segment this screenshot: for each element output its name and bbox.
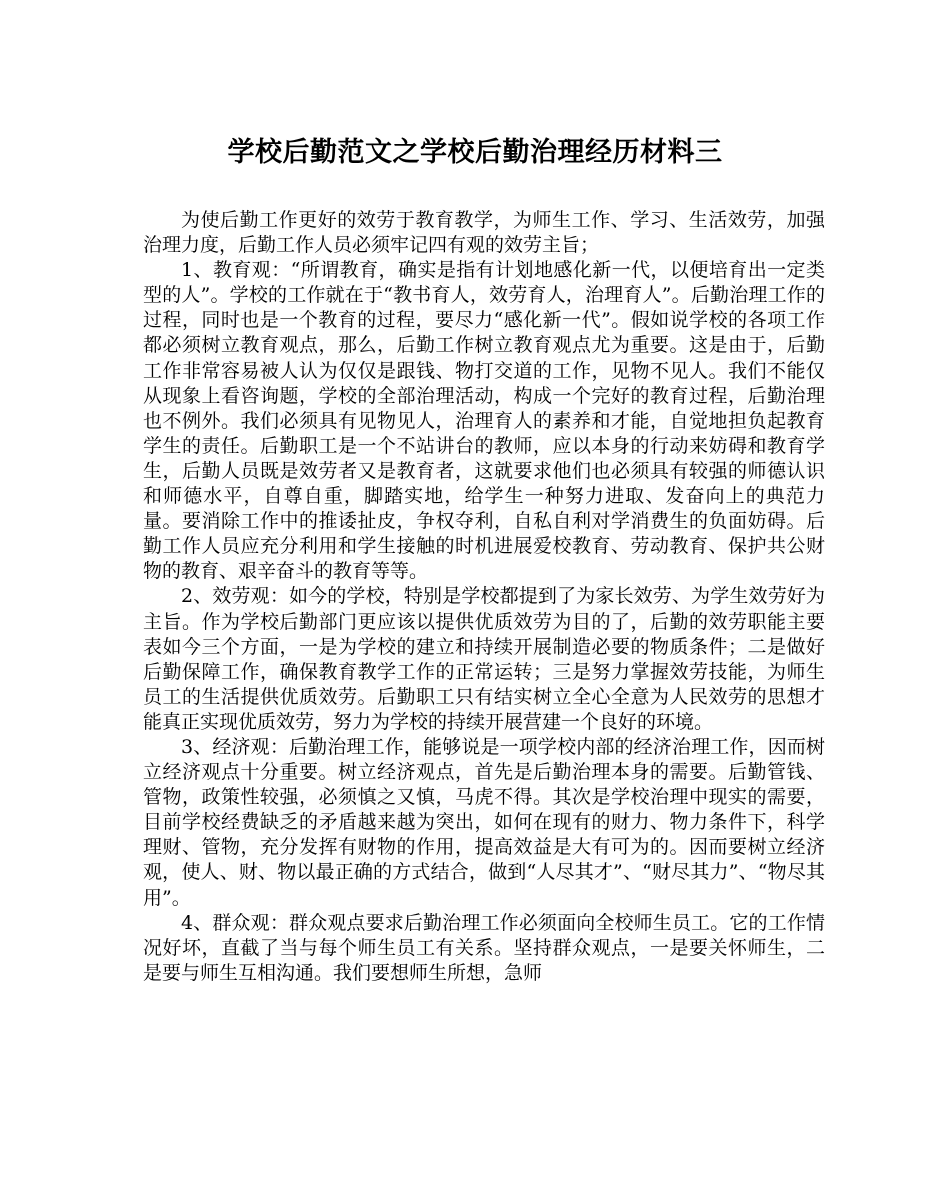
paragraph-intro: 为使后勤工作更好的效劳于教育教学，为师生工作、学习、生活效劳，加强治理力度，后勤工作人员必须牢记四有观的效劳主旨；	[143, 209, 825, 257]
document-body	[143, 208, 825, 986]
paragraph-mass-view: 4、群众观：群众观点要求后勤治理工作必须面向全校师生员工。它的工作情况好坏，直截了当与每个师生员工有关系。坚持群众观点，一是要关怀师生，二是要与师生互相沟通。我们要想师生所想，急师	[143, 911, 825, 984]
document-title: 学校后勤范文之学校后勤治理经历材料三	[227, 137, 723, 168]
paragraph-service-view: 2、效劳观：如今的学校，特别是学校都提到了为家长效劳、为学生效劳好为主旨。作为学校后勤部门更应该以提供优质效劳为目的了，后勤的效劳职能主要表如今三个方面，一是为学校的建立和持续开展制造必要的物质条件；二是做好后勤保障工作，确保教育教学工作的正常运转；三是努力掌握效劳技能，为师生员工的生活提供优质效劳。后勤职工只有结实树立全心全意为人民效劳的思想才能真正实现优质效劳，努力为学校的持续开展营建一个良好的环境。	[143, 585, 825, 733]
paragraph-economic-view: 3、经济观：后勤治理工作，能够说是一项学校内部的经济治理工作，因而树立经济观点十分重要。树立经济观点，首先是后勤治理本身的需要。后勤管钱、管物，政策性较强，必须慎之又慎，马虎不得。其次是学校治理中现实的需要，目前学校经费缺乏的矛盾越来越为突出，如何在现有的财力、物力条件下，科学理财、管物，充分发挥有财物的作用，提高效益是大有可为的。因而要树立经济观，使人、财、物以最正确的方式结合，做到“人尽其才”、“财尽其力”、“物尽其用”。	[143, 735, 825, 909]
paragraph-education-view: 1、教育观：“所谓教育，确实是指有计划地感化新一代，以便培育出一定类型的人”。学校的工作就在于“教书育人，效劳育人，治理育人”。后勤治理工作的过程，同时也是一个教育的过程，要尽力“感化新一代”。假如说学校的各项工作都必须树立教育观点，那么，后勤工作树立教育观点尤为重要。这是由于，后勤工作非常容易被人认为仅仅是跟钱、物打交道的工作，见物不见人。我们不能仅从现象上看咨询题，学校的全部治理活动，构成一个完好的教育过程，后勤治理也不例外。我们必须具有见物见人，治理育人的素养和才能，自觉地担负起教育学生的责任。后勤职工是一个不站讲台的教师，应以本身的行动来妨碍和教育学生，后勤人员既是效劳者又是教育者，这就要求他们也必须具有较强的师德认识和师德水平，自尊自重，脚踏实地，给学生一种努力进取、发奋向上的典范力量。要消除工作中的推诿扯皮，争权夺利，自私自利对学消费生的负面妨碍。后勤工作人员应充分利用和学生接触的时机进展爱校教育、劳动教育、保护共公财物的教育、艰辛奋斗的教育等等。	[143, 259, 825, 583]
